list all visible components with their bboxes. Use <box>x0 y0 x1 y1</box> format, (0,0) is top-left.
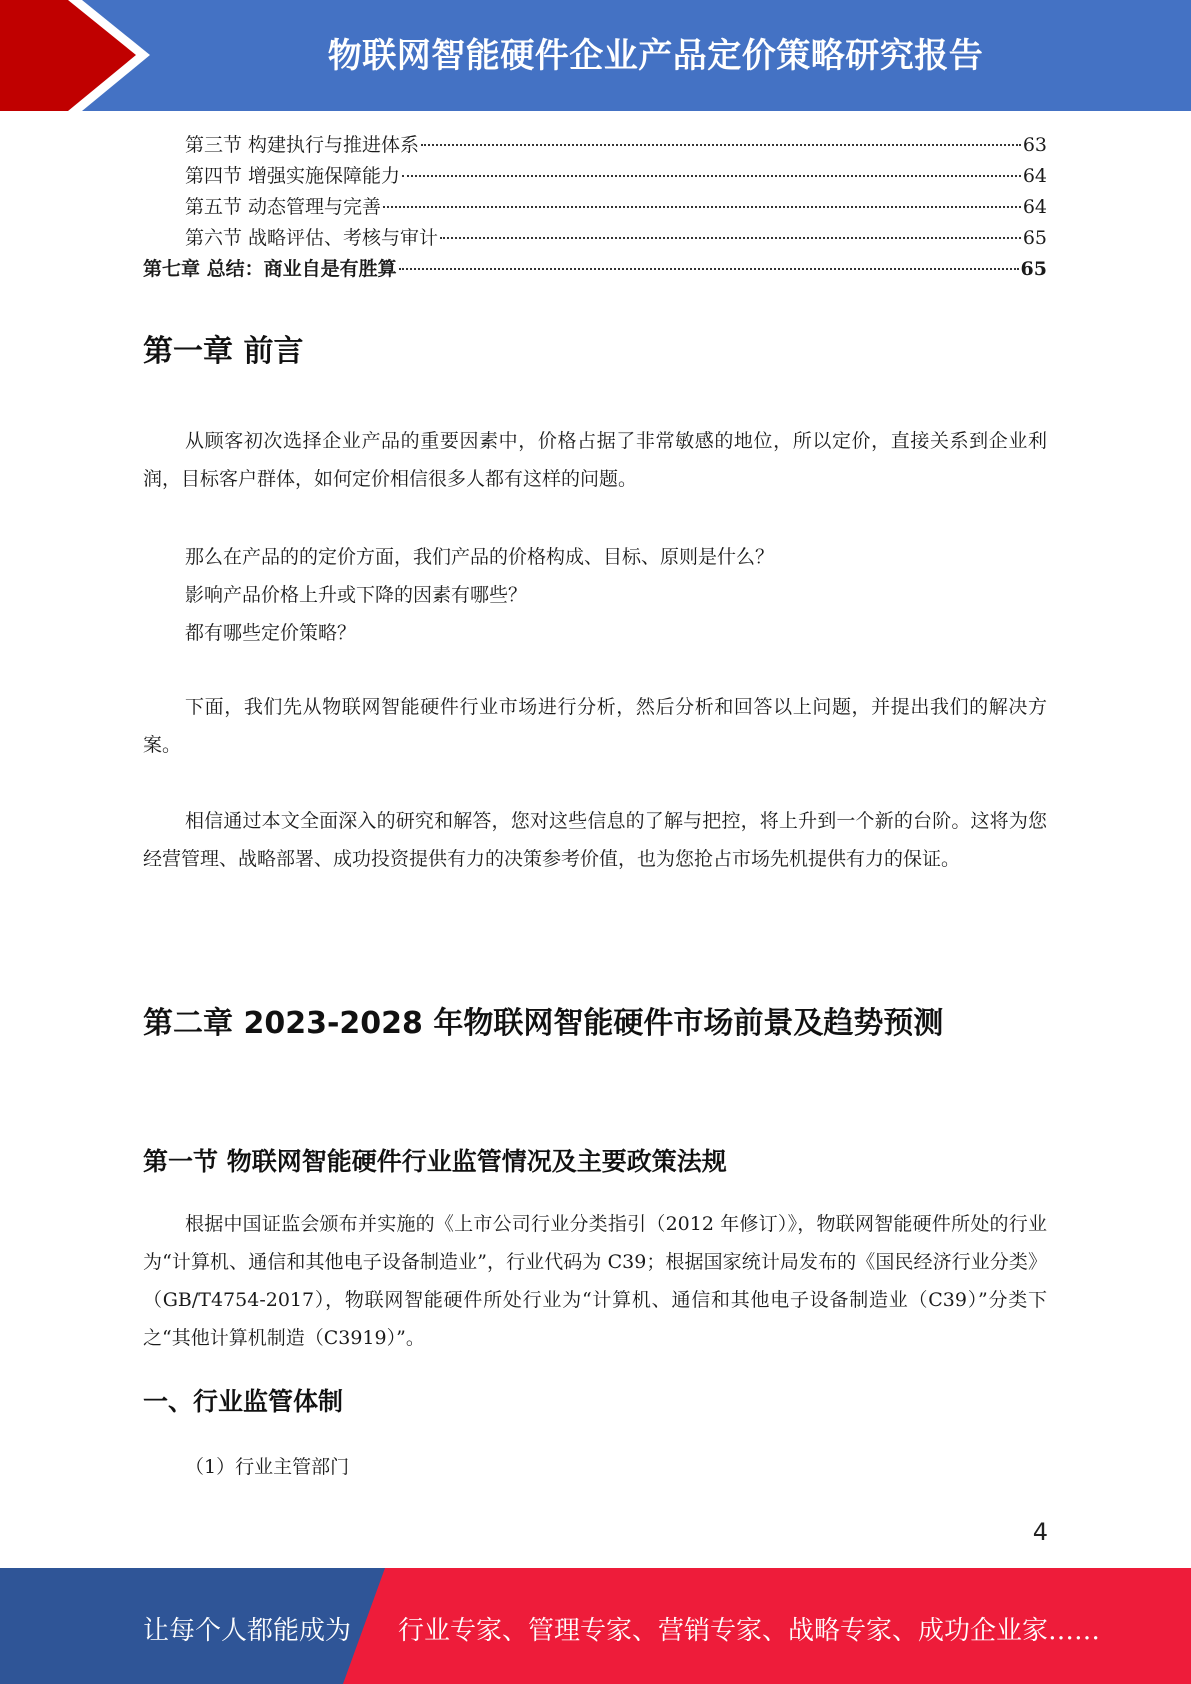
page-number: 4 <box>1032 1518 1048 1546</box>
toc-entry[interactable] <box>143 223 1047 254</box>
section-1-paragraph: 根据中国证监会颁布并实施的《上市公司行业分类指引（2012 年修订）》，物联网智能硬件所处的行业为“计算机、通信和其他电子设备制造业”，行业代码为 C39；根据国家统计局发布的《国民经济行业分类》（GB/T4754-2017），物联网智能硬件所处行业为“计算机、通信和其他电子设备制造业（C39）”分类下之“其他计算机制造（C3919）”。 <box>143 1213 1047 1349</box>
toc-entry-label: 第七章 总结：商业自是有胜算 <box>143 258 397 280</box>
toc-entry-chapter[interactable] <box>143 254 1047 285</box>
subsection-heading: 一、行业监管体制 <box>143 1387 344 1416</box>
chapter-1-question-1: 那么在产品的的定价方面，我们产品的价格构成、目标、原则是什么？ <box>185 546 775 568</box>
toc-entry-page: 65 <box>1020 258 1047 280</box>
toc-entry-label: 第四节 增强实施保障能力 <box>185 165 401 187</box>
toc-leader-dots <box>399 268 1019 270</box>
toc-entry-page: 64 <box>1022 196 1047 218</box>
toc-entry-label: 第五节 动态管理与完善 <box>185 196 382 218</box>
chapter-1-question-2: 影响产品价格上升或下降的因素有哪些？ <box>185 584 528 606</box>
footer-slogan-left: 让每个人都能成为 <box>143 1616 352 1646</box>
toc-entry[interactable] <box>143 161 1047 192</box>
page-footer <box>0 1568 1191 1684</box>
chapter-2-heading: 第二章 2023-2028 年物联网智能硬件市场前景及趋势预测 <box>143 1006 944 1041</box>
toc-leader-dots <box>421 144 1021 146</box>
toc-entry-label: 第六节 战略评估、考核与审计 <box>185 227 439 249</box>
footer-slogan-right: 行业专家、管理专家、营销专家、战略专家、成功企业家…… <box>398 1616 1101 1646</box>
toc-entry-page: 63 <box>1022 134 1047 156</box>
chapter-1-paragraph-2: 下面，我们先从物联网智能硬件行业市场进行分析，然后分析和回答以上问题，并提出我们的解决方案。 <box>143 696 1047 756</box>
page-header <box>0 0 1191 111</box>
toc-entry-page: 65 <box>1022 227 1047 249</box>
toc-entry[interactable] <box>143 192 1047 223</box>
chapter-1-question-3: 都有哪些定价策略？ <box>185 622 357 644</box>
toc-entry[interactable] <box>143 130 1047 161</box>
toc-entry-page: 64 <box>1022 165 1047 187</box>
chapter-1-heading: 第一章 前言 <box>143 334 304 369</box>
chapter-1-paragraph-3: 相信通过本文全面深入的研究和解答，您对这些信息的了解与把控，将上升到一个新的台阶。这将为您经营管理、战略部署、成功投资提供有力的决策参考价值，也为您抢占市场先机提供有力的保证。 <box>143 810 1047 870</box>
toc-leader-dots <box>383 206 1021 208</box>
chapter-1-paragraph-1: 从顾客初次选择企业产品的重要因素中，价格占据了非常敏感的地位，所以定价，直接关系到企业利润，目标客户群体，如何定价相信很多人都有这样的问题。 <box>143 430 1047 490</box>
table-of-contents <box>143 130 1047 285</box>
toc-leader-dots <box>402 175 1021 177</box>
section-1-heading: 第一节 物联网智能硬件行业监管情况及主要政策法规 <box>143 1147 727 1176</box>
toc-leader-dots <box>440 237 1021 239</box>
toc-entry-label: 第三节 构建执行与推进体系 <box>185 134 420 156</box>
subsection-item-1: （1）行业主管部门 <box>185 1456 350 1478</box>
report-title: 物联网智能硬件企业产品定价策略研究报告 <box>327 36 984 76</box>
